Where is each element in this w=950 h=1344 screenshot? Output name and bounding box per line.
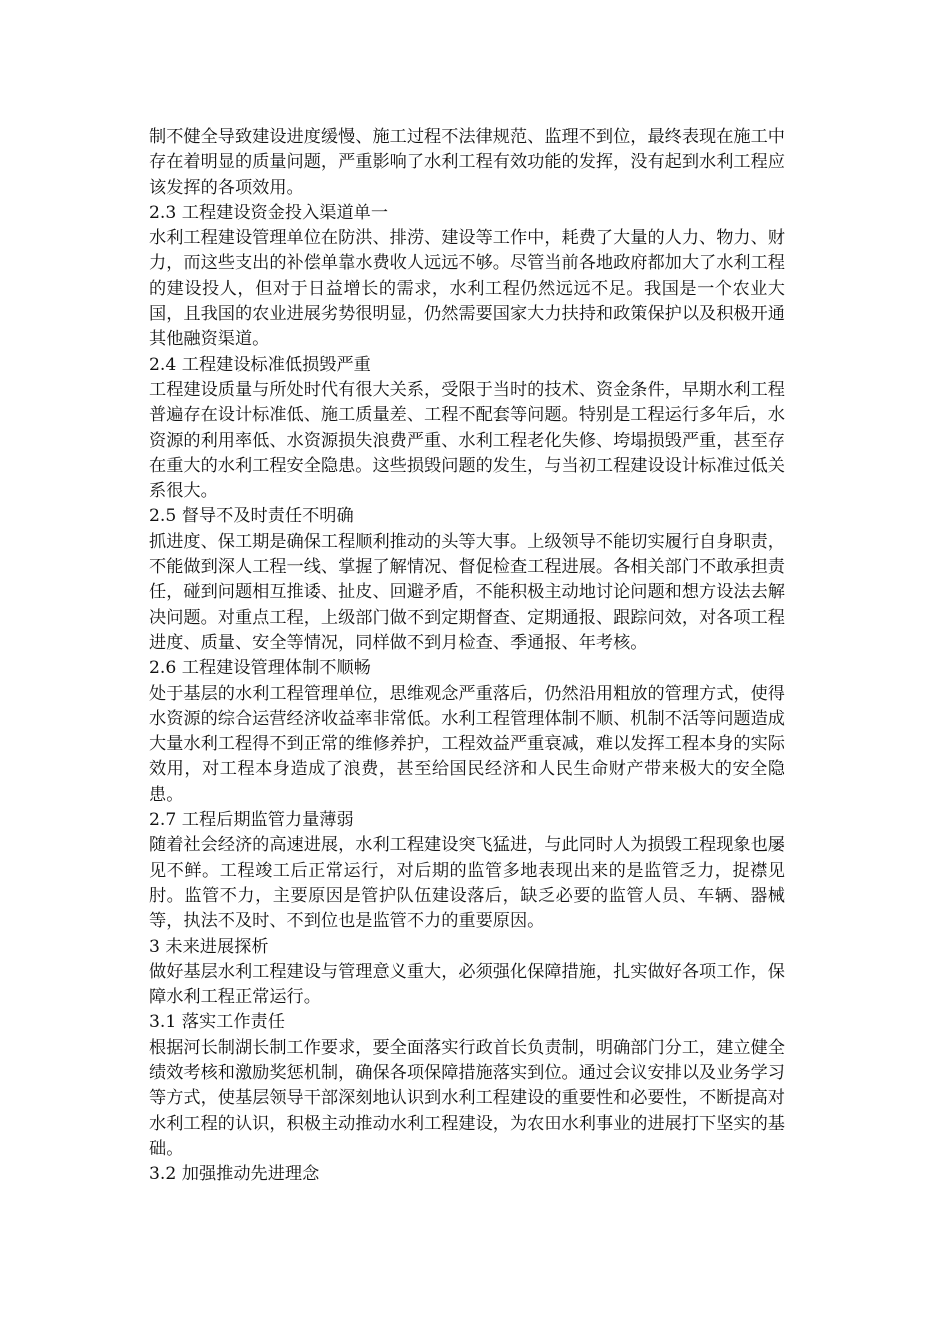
paragraph-construction-progress: 制不健全导致建设进度缓慢、施工过程不法律规范、监理不到位，最终表现在施工中存在着明显的质量问题，严重影响了水利工程有效功能的发挥，没有起到水利工程应该发挥的各项效用。 [149, 127, 785, 198]
section-heading-3: 3 未来进展探析 [149, 936, 269, 957]
section-heading-3-1: 3.1 落实工作责任 [149, 1012, 285, 1033]
paragraph-funding-channels: 水利工程建设管理单位在防洪、排涝、建设等工作中，耗费了大量的人力、物力、财力，而这些支出的补偿单靠水费收人远远不够。尽管当前各地政府都加大了水利工程的建设投人，但对于日益增长的需求，水利工程仍然远远不足。我国是一个农业大国，且我国的农业进展劣势很明显，仍然需要国家大力扶持和政策保护以及积极开通其他融资渠道。 [149, 228, 785, 350]
document-body [149, 125, 785, 1187]
section-heading-2-7: 2.7 工程后期监管力量薄弱 [149, 810, 354, 831]
paragraph-supervision: 抓进度、保工期是确保工程顺利推动的头等大事。上级领导不能切实履行自身职责，不能做到深人工程一线、掌握了解情况、督促检查工程进展。各相关部门不敢承担责任，碰到问题相互推诿、扯皮、回避矛盾，不能积极主动地讨论问题和想方设法去解决问题。对重点工程，上级部门做不到定期督查、定期通报、跟踪问效，对各项工程进度、质量、安全等情况，同样做不到月检查、季通报、年考核。 [149, 531, 785, 653]
section-heading-2-5: 2.5 督导不及时责任不明确 [149, 506, 354, 527]
paragraph-work-responsibility: 根据河长制湖长制工作要求，要全面落实行政首长负责制，明确部门分工，建立健全绩效考核和激励奖惩机制，确保各项保障措施落实到位。通过会议安排以及业务学习等方式，使基层领导干部深刻地认识到水利工程建设的重要性和必要性，不断提高对水利工程的认识，积极主动推动水利工程建设，为农田水利事业的进展打下坚实的基础。 [149, 1037, 785, 1159]
paragraph-future-development: 做好基层水利工程建设与管理意义重大，必须强化保障措施，扎实做好各项工作，保障水利工程正常运行。 [149, 961, 785, 1008]
paragraph-post-supervision: 随着社会经济的高速进展，水利工程建设突飞猛进，与此同时人为损毁工程现象也屡见不鲜。工程竣工后正常运行，对后期的监管多地表现出来的是监管乏力，捉襟见肘。监管不力，主要原因是管护队伍建设落后，缺乏必要的监管人员、车辆、器械等，执法不及时、不到位也是监管不力的重要原因。 [149, 835, 785, 932]
section-heading-2-3: 2.3 工程建设资金投入渠道单一 [149, 202, 389, 223]
paragraph-management-system: 处于基层的水利工程管理单位，思维观念严重落后，仍然沿用粗放的管理方式，使得水资源的综合运营经济收益率非常低。水利工程管理体制不顺、机制不活等问题造成大量水利工程得不到正常的维修养护，工程效益严重衰减，难以发挥工程本身的实际效用，对工程本身造成了浪费，甚至给国民经济和人民生命财产带来极大的安全隐患。 [149, 683, 785, 805]
section-heading-3-2: 3.2 加强推动先进理念 [149, 1164, 320, 1185]
paragraph-low-standards: 工程建设质量与所处时代有很大关系，受限于当时的技术、资金条件，早期水利工程普遍存在设计标准低、施工质量差、工程不配套等问题。特别是工程运行多年后，水资源的利用率低、水资源损失浪费严重、水利工程老化失修、垮塌损毁严重，甚至存在重大的水利工程安全隐患。这些损毁问题的发生，与当初工程建设设计标准过低关系很大。 [149, 379, 785, 502]
section-heading-2-6: 2.6 工程建设管理体制不顺畅 [149, 658, 371, 679]
section-heading-2-4: 2.4 工程建设标准低损毁严重 [149, 354, 371, 375]
